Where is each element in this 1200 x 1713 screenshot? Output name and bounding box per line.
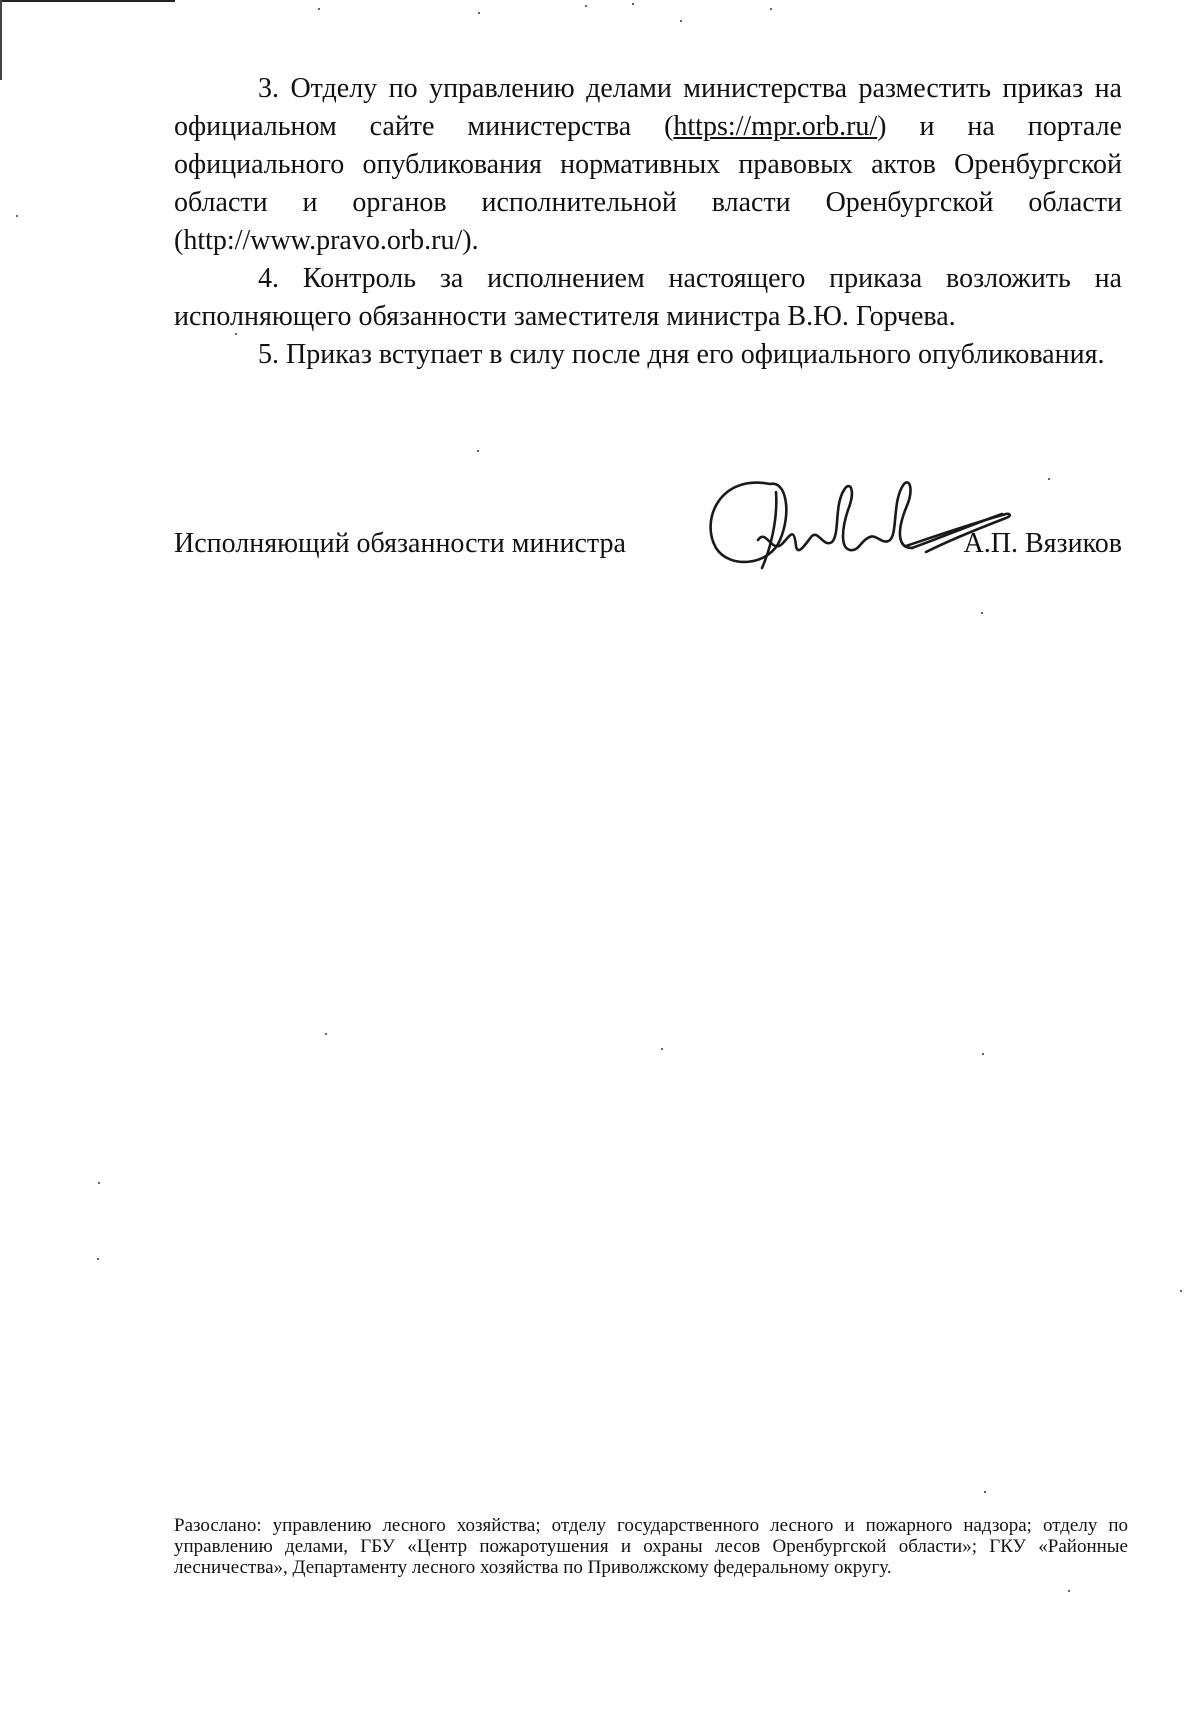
scan-speck xyxy=(981,612,983,614)
scan-speck xyxy=(1068,1590,1070,1592)
scan-speck xyxy=(632,3,634,5)
scan-speck xyxy=(1180,1290,1182,1292)
signatory-name: А.П. Вязиков xyxy=(963,528,1122,559)
scan-artifact-left xyxy=(0,0,2,80)
scan-speck xyxy=(478,12,480,14)
scan-speck xyxy=(98,1182,100,1184)
paragraph-3-after: ) и на портале официального опубликования нормативных правовых актов Оренбургской области и органов исполнительной власти Оренбургской области (http://www.pravo.orb.ru/). xyxy=(174,111,1122,256)
scan-speck xyxy=(770,8,772,10)
scan-speck xyxy=(661,1048,663,1050)
ministry-site-link[interactable]: https://mpr.orb.ru/ xyxy=(673,111,878,142)
paragraph-3-before: 3. Отделу по управлению делами министерства разместить приказ на официальном сайте министерства ( xyxy=(174,73,1122,142)
scan-speck xyxy=(318,8,320,10)
scan-speck xyxy=(585,5,587,7)
scan-speck xyxy=(325,1033,327,1035)
scan-speck xyxy=(984,1491,986,1493)
scan-speck xyxy=(982,1053,984,1055)
order-body xyxy=(174,70,1122,374)
paragraph-3 xyxy=(174,70,1122,260)
distribution-list: Разослано: управлению лесного хозяйства; отделу государственного лесного и пожарного надзора; отделу по управлению делами, ГБУ «Центр пожаротушения и охраны лесов Оренбургской области»; ГКУ «Районные лесничества», Департаменту лесного хозяйства по Приволжскому федеральному округу. xyxy=(174,1515,1128,1578)
signature-row xyxy=(174,524,1122,574)
scan-artifact-top xyxy=(0,0,175,2)
scan-speck xyxy=(1048,478,1050,480)
paragraph-5: 5. Приказ вступает в силу после дня его официального опубликования. xyxy=(258,339,1105,370)
scan-speck xyxy=(97,1258,99,1260)
paragraph-4: 4. Контроль за исполнением настоящего приказа возложить на исполняющего обязанности заместителя министра В.Ю. Горчева. xyxy=(174,263,1122,332)
scan-speck xyxy=(477,450,479,452)
signatory-position: Исполняющий обязанности министра xyxy=(174,528,626,559)
scan-speck xyxy=(680,20,682,22)
scan-speck xyxy=(16,215,18,217)
